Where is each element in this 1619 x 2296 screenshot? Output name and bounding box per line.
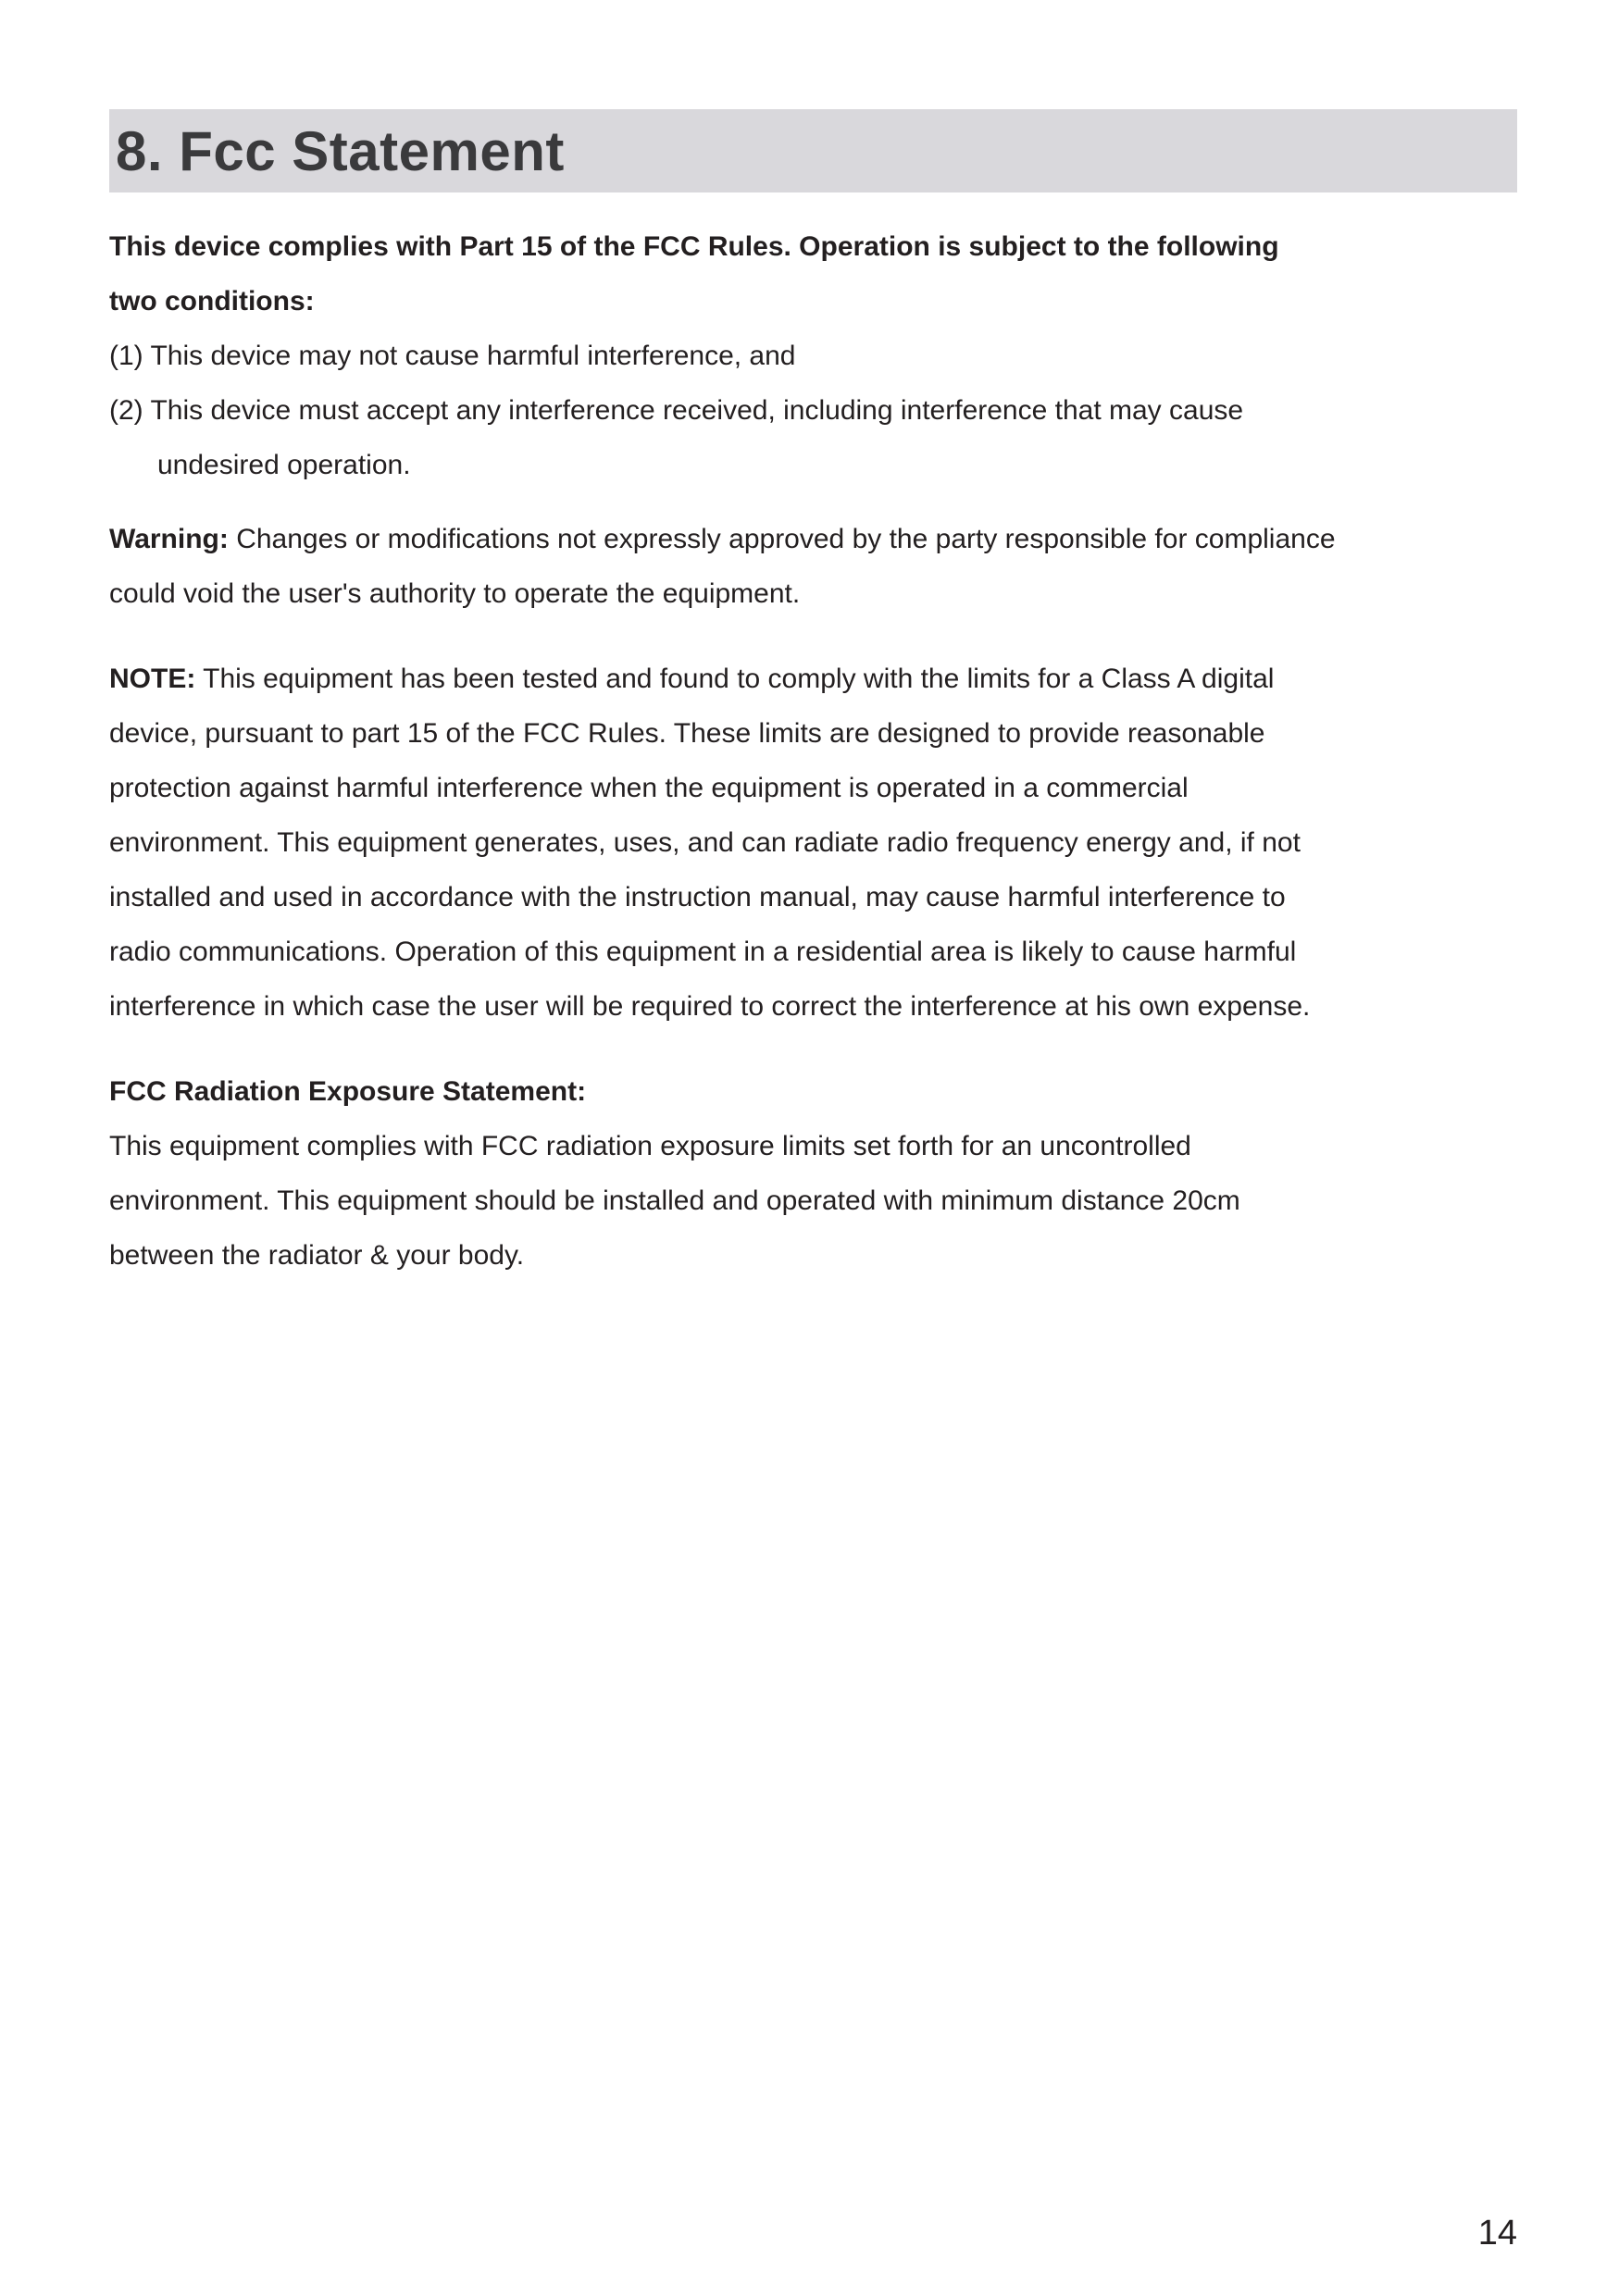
note-label: NOTE: xyxy=(109,664,196,694)
intro-paragraph xyxy=(109,219,1517,329)
warning-line xyxy=(109,512,1517,566)
radiation-line: This equipment complies with FCC radiation exposure limits set forth for an uncontrolled xyxy=(109,1131,1191,1161)
note-line: device, pursuant to part 15 of the FCC Rules. These limits are designed to provide reasonable xyxy=(109,718,1265,749)
note-line: radio communications. Operation of this equipment in a residential area is likely to cause harmful xyxy=(109,937,1297,967)
conditions-list xyxy=(109,329,1517,492)
section-header xyxy=(109,109,1517,192)
note-line: environment. This equipment generates, uses, and can radiate radio frequency energy and, if not xyxy=(109,827,1301,858)
radiation-line: between the radiator & your body. xyxy=(109,1240,525,1271)
section-title: 8. Fcc Statement xyxy=(116,119,565,182)
warning-label: Warning: xyxy=(109,524,229,554)
intro-line: two conditions: xyxy=(109,286,315,316)
note-line: protection against harmful interference when the equipment is operated in a commercial xyxy=(109,773,1189,803)
radiation-heading: FCC Radiation Exposure Statement: xyxy=(109,1076,587,1107)
note-paragraph xyxy=(109,652,1517,1034)
radiation-line: environment. This equipment should be installed and operated with minimum distance 20cm xyxy=(109,1185,1240,1216)
condition-item-2-continued: undesired operation. xyxy=(157,450,411,480)
intro-line: This device complies with Part 15 of the FCC Rules. Operation is subject to the following xyxy=(109,231,1279,262)
note-line: interference in which case the user will be required to correct the interference at his own expense. xyxy=(109,991,1311,1022)
page-number: 14 xyxy=(1477,2214,1517,2253)
note-line xyxy=(109,652,1517,706)
condition-item-1: (1) This device may not cause harmful interference, and xyxy=(109,341,796,371)
warning-line: could void the user's authority to operate the equipment. xyxy=(109,578,801,609)
warning-paragraph xyxy=(109,512,1517,621)
warning-text: Changes or modifications not expressly approved by the party responsible for compliance xyxy=(228,524,1336,554)
note-text: This equipment has been tested and found to comply with the limits for a Class A digital xyxy=(195,664,1275,694)
condition-item-2: (2) This device must accept any interference received, including interference that may cause xyxy=(109,395,1244,426)
note-line: installed and used in accordance with the instruction manual, may cause harmful interference to xyxy=(109,882,1286,912)
page-content xyxy=(109,109,1517,1283)
radiation-section xyxy=(109,1064,1517,1283)
